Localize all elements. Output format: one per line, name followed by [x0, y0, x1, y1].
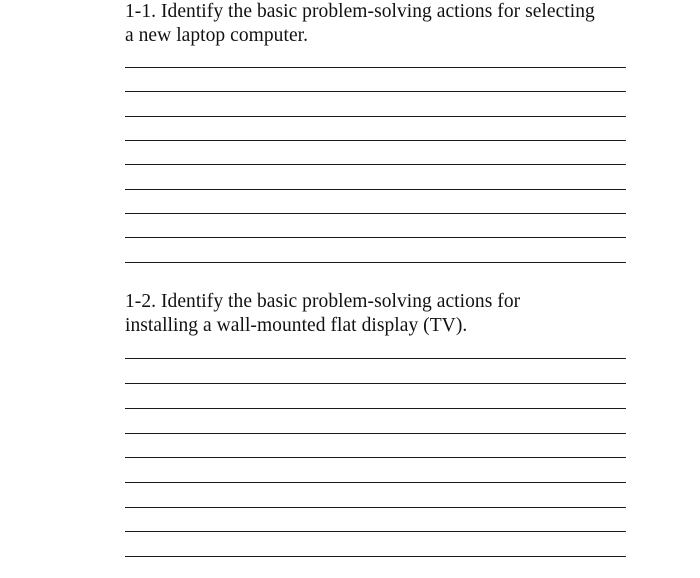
answer-line[interactable] [125, 237, 626, 238]
question-1-2-text-line-1: 1-2. Identify the basic problem-solving actions for [125, 291, 521, 312]
answer-line[interactable] [125, 91, 626, 92]
answer-line[interactable] [125, 408, 626, 409]
answer-line[interactable] [125, 531, 626, 532]
answer-line[interactable] [125, 433, 626, 434]
question-1-2-text-line-2: installing a wall-mounted flat display (TV). [125, 315, 468, 336]
answer-line[interactable] [125, 189, 626, 190]
question-1-1-text-line-2: a new laptop computer. [125, 25, 309, 46]
answer-line[interactable] [125, 556, 626, 557]
answer-line[interactable] [125, 140, 626, 141]
answer-line[interactable] [125, 116, 626, 117]
question-1-1 [125, 0, 645, 48]
answer-line[interactable] [125, 164, 626, 165]
answer-line[interactable] [125, 213, 626, 214]
question-1-1-text-line-1: 1-1. Identify the basic problem-solving actions for selecting [125, 1, 595, 22]
answer-line[interactable] [125, 507, 626, 508]
answer-line[interactable] [125, 457, 626, 458]
answer-line[interactable] [125, 482, 626, 483]
answer-line[interactable] [125, 383, 626, 384]
answer-line[interactable] [125, 358, 626, 359]
answer-line[interactable] [125, 262, 626, 263]
answer-line[interactable] [125, 67, 626, 68]
question-1-2 [125, 290, 645, 338]
